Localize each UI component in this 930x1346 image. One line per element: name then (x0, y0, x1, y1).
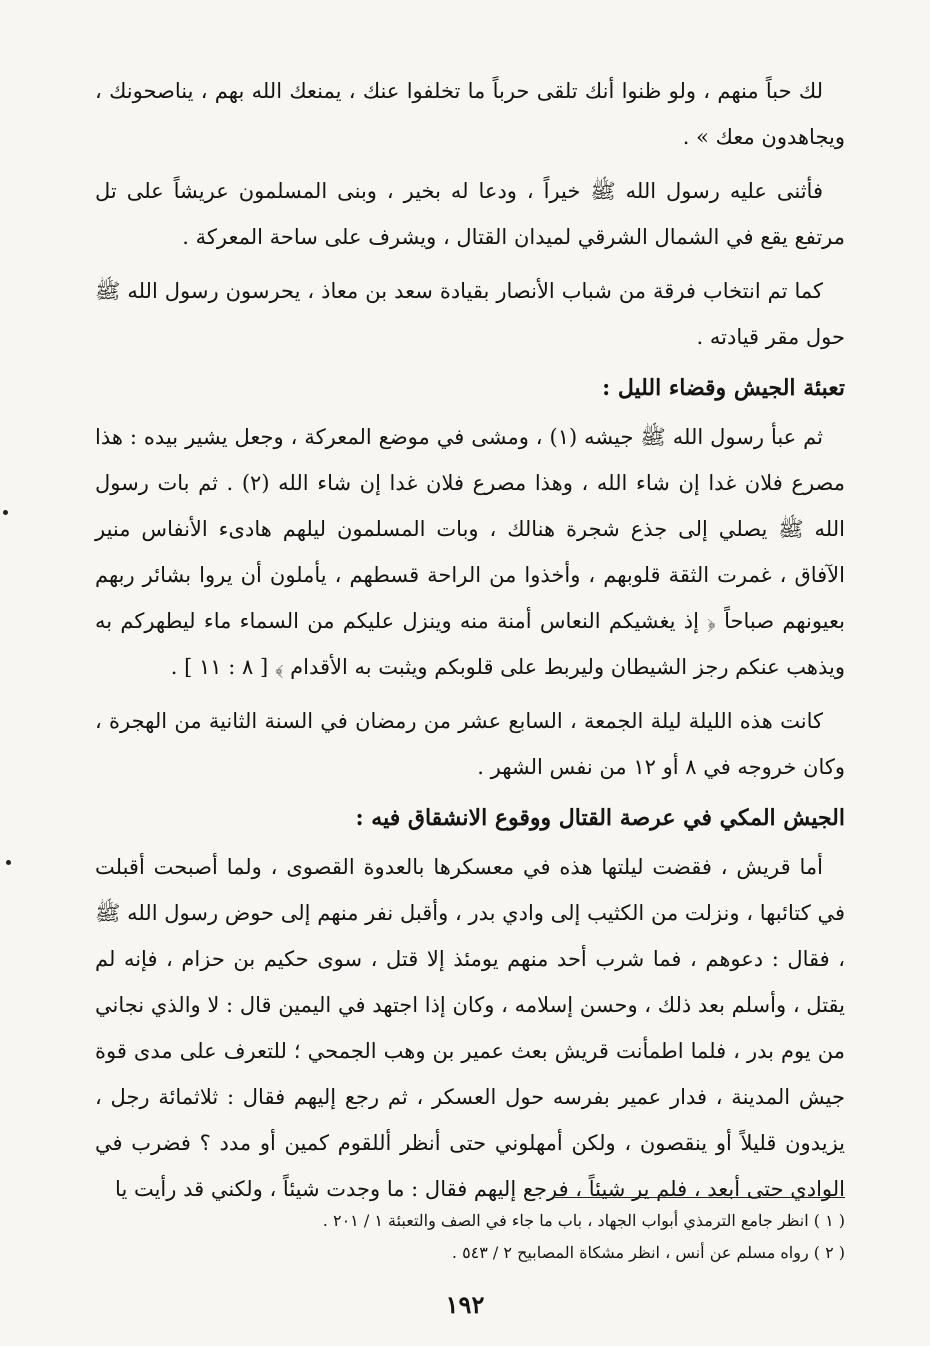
page-number: ١٩٢ (445, 1290, 485, 1319)
paragraph: ثم عبأ رسول الله ﷺ جيشه (١) ، ومشى في موضع المعركة ، وجعل يشير بيده : هذا مصرع فلان غدا إن شاء الله ، وهذا مصرع فلان غدا إن شاء الله (٢) . ثم بات رسول الله ﷺ يصلي إلى جذع شجرة هنالك ، وبات المسلمون ليلهم هادىء الأنفاس منير الآفاق ، غمرت الثقة قلوبهم ، وأخذوا من الراحة قسطهم ، يأملون أن يروا بشائر ربهم بعيونهم صباحاً ﴿ إذ يغشيكم النعاس أمنة منه وينزل عليكم من السماء ماء ليطهركم به ويذهب عنكم رجز الشيطان وليربط على قلوبكم ويثبت به الأقدام ﴾ [ ٨ : ١١ ] . (95, 425, 845, 679)
footnote-divider (555, 1197, 845, 1198)
footnotes (95, 1205, 845, 1269)
page-body (95, 68, 845, 1220)
margin-dot (6, 860, 11, 865)
section-heading: الجيش المكي في عرصة القتال ووقوع الانشقاق فيه : (355, 805, 845, 831)
margin-dot (3, 510, 8, 515)
footnote: ( ١ ) انظر جامع الترمذي أبواب الجهاد ، باب ما جاء في الصف والتعبئة ١ / ٢٠١ . (322, 1211, 845, 1230)
section-heading: تعبئة الجيش وقضاء الليل : (602, 375, 845, 401)
footnote: ( ٢ ) رواه مسلم عن أنس ، انظر مشكاة المصابيح ٢ / ٥٤٣ . (451, 1243, 845, 1262)
paragraph: كما تم انتخاب فرقة من شباب الأنصار بقيادة سعد بن معاذ ، يحرسون رسول الله ﷺ حول مقر قيادته . (95, 279, 845, 349)
paragraph: فأثنى عليه رسول الله ﷺ خيراً ، ودعا له بخير ، وبنى المسلمون عريشاً على تل مرتفع يقع في الشمال الشرقي لميدان القتال ، ويشرف على ساحة المعركة . (95, 179, 845, 249)
paragraph: أما قريش ، فقضت ليلتها هذه في معسكرها بالعدوة القصوى ، ولما أصبحت أقبلت في كتائبها ، ونزلت من الكثيب إلى وادي بدر ، وأقبل نفر منهم إلى حوض رسول الله ﷺ ، فقال : دعوهم ، فما شرب أحد منهم يومئذ إلا قتل ، سوى حكيم بن حزام ، فإنه لم يقتل ، وأسلم بعد ذلك ، وحسن إسلامه ، وكان إذا اجتهد في اليمين قال : لا والذي نجاني من يوم بدر ، فلما اطمأنت قريش بعث عمير بن وهب الجمحي ؛ للتعرف على مدى قوة جيش المدينة ، فدار عمير بفرسه حول العسكر ، ثم رجع إليهم فقال : ثلاثمائة رجل ، يزيدون قليلاً أو ينقصون ، ولكن أمهلوني حتى أنظر أللقوم كمين أو مدد ؟ فضرب في الوادي حتى أبعد ، فلم ير شيئاً ، فرجع إليهم فقال : ما وجدت شيئاً ، ولكني قد رأيت يا (95, 855, 845, 1201)
paragraph: لك حباً منهم ، ولو ظنوا أنك تلقى حرباً ما تخلفوا عنك ، يمنعك الله بهم ، يناصحونك ، ويجاهدون معك » . (95, 79, 845, 149)
paragraph: كانت هذه الليلة ليلة الجمعة ، السابع عشر من رمضان في السنة الثانية من الهجرة ، وكان خروجه في ٨ أو ١٢ من نفس الشهر . (95, 709, 845, 779)
